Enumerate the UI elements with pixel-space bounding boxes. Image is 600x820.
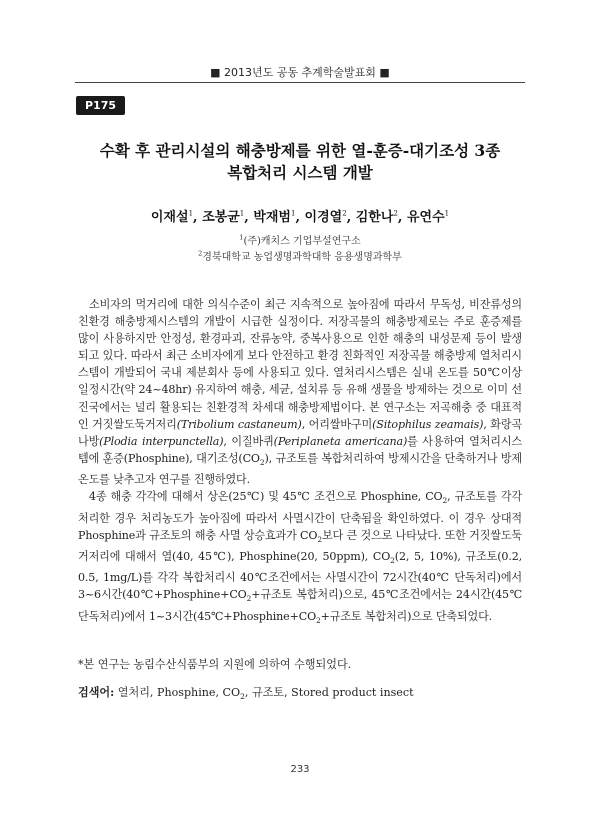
page-title: [60, 140, 540, 184]
species-name: (Sitophilus zeamais): [372, 417, 484, 431]
author-affiliation: 1: [291, 209, 296, 218]
author-affiliation: 2: [393, 209, 398, 218]
affiliation-text: (주)캐치스 기업부설연구소: [243, 236, 361, 247]
author-list: [60, 206, 540, 225]
separator: ,: [193, 210, 203, 225]
author-affiliation: 1: [444, 209, 450, 218]
author-name: 이재설: [150, 210, 189, 225]
author-name: 이경열: [304, 210, 343, 225]
author-name: 유연수: [406, 210, 445, 225]
author-affiliation: 2: [342, 209, 347, 218]
author-name: 박재범: [253, 210, 291, 225]
affiliation-text: 경북대학교 농업생명과학대학 응용생명과학부: [202, 252, 402, 263]
header-rule: [75, 82, 525, 83]
keywords: 검색어: 열처리, Phosphine, $CO_2$, 규조토, Stored product insect: [78, 686, 414, 702]
affiliation-2: [60, 248, 540, 263]
title-line-2: 복합처리 시스템 개발: [227, 163, 373, 182]
affiliation-number: 2: [198, 249, 203, 258]
species-name: (Periplaneta americana): [273, 434, 408, 448]
author-name: 김한나: [355, 210, 394, 225]
species-name: (Plodia interpunctella): [99, 434, 224, 448]
abstract-paragraph-2: 4종 해충 각각에 대해서 상온(25℃) 및 45℃ 조건으로 Phosphine, $CO_2$, 규조토를 각각 처리한 경우 처리농도가 높아짐에 따라서 사멸시간이 단축됨을 확인하였다. 이 경우 상대적 Phosphine과 규조토의 해충 사멸 상승효과가 $CO_2$보다 큰 것으로 나타났다. 또한 거짓쌀도둑거저리에 대해서 열(40, 45℃), Phosphine(20, 50ppm), $CO_2(2$, 5, 10%), 규조토(0.2, 0.5, 1mg/L)를 각각 복합처리시 40℃조건에서는 사멸시간이 72시간(40℃ 단독처리)에서 3~6시간($40℃+Phosphine+CO_2+$규조토 복합처리)으로, 45℃조건에서는 24시간(45℃ 단독처리)에서 1~3시간($45℃+Phosphine+CO_2+$규조토 복합처리)으로 단축되었다.: [78, 490, 523, 625]
author-affiliation: 1: [188, 209, 194, 218]
poster-tag: P175: [76, 96, 125, 115]
funding-note: *본 연구는 농림수산식품부의 지원에 의하여 수행되었다.: [78, 658, 352, 671]
separator: ,: [397, 210, 407, 225]
abstract: [78, 296, 522, 629]
species-name: (Tribolium castaneum): [176, 417, 302, 431]
affiliation-1: [60, 232, 540, 247]
page-number: 233: [290, 764, 310, 775]
affiliation-number: 1: [239, 233, 244, 242]
separator: ,: [244, 210, 254, 225]
journal-header: ■ 2013년도 공동 추계학술발표회 ■: [210, 66, 390, 79]
author-name: 조봉균: [202, 210, 240, 225]
abstract-paragraph-1: 소비자의 먹거리에 대한 의식수준이 최근 지속적으로 높아짐에 따라서 무독성, 비잔류성의 친환경 해충방제시스템의 개발이 시급한 실정이다. 저장곡물의 해충방제로는 주로 훈증제를 많이 사용하지만 안정성, 환경파괴, 잔류농약, 중복사용으로 인한 해충의 내성문제 등이 발생되고 있다. 따라서 최근 소비자에게 보다 안전하고 환경 친화적인 저장곡물 해충방제 열처리시스템이 개발되어 국내 제분회사 등에 사용되고 있다. 열처리시스템은 실내 온도를 50℃이상 일정시간(약 24~48hr) 유지하여 해충, 세균, 설치류 등 유해 생물을 방제하는 것으로 이미 선진국에서는 널리 활용되는 친환경적 차세대 해충방제법이다. 본 연구소는 저곡해충 중 대표적인 거짓쌀도둑거저리(Tribolium castaneum), 어리쌀바구미(Sitophilus zeamais), 화랑곡나방(Plodia interpunctella), 이질바퀴(Periplaneta americana)를 사용하여 열처리시스템에 훈증(Phosphine), 대기조성$(CO_2)$, 규조토를 복합처리하여 방제시간을 단축하거나 방제 온도를 낮추고자 연구를 진행하였다.: [78, 298, 523, 487]
title-line-1: 수확 후 관리시설의 해충방제를 위한 열-훈증-대기조성 3종: [99, 141, 501, 160]
author-affiliation: 1: [239, 209, 245, 218]
separator: ,: [295, 210, 305, 225]
separator: ,: [346, 210, 356, 225]
keywords-label: 검색어:: [78, 686, 115, 699]
